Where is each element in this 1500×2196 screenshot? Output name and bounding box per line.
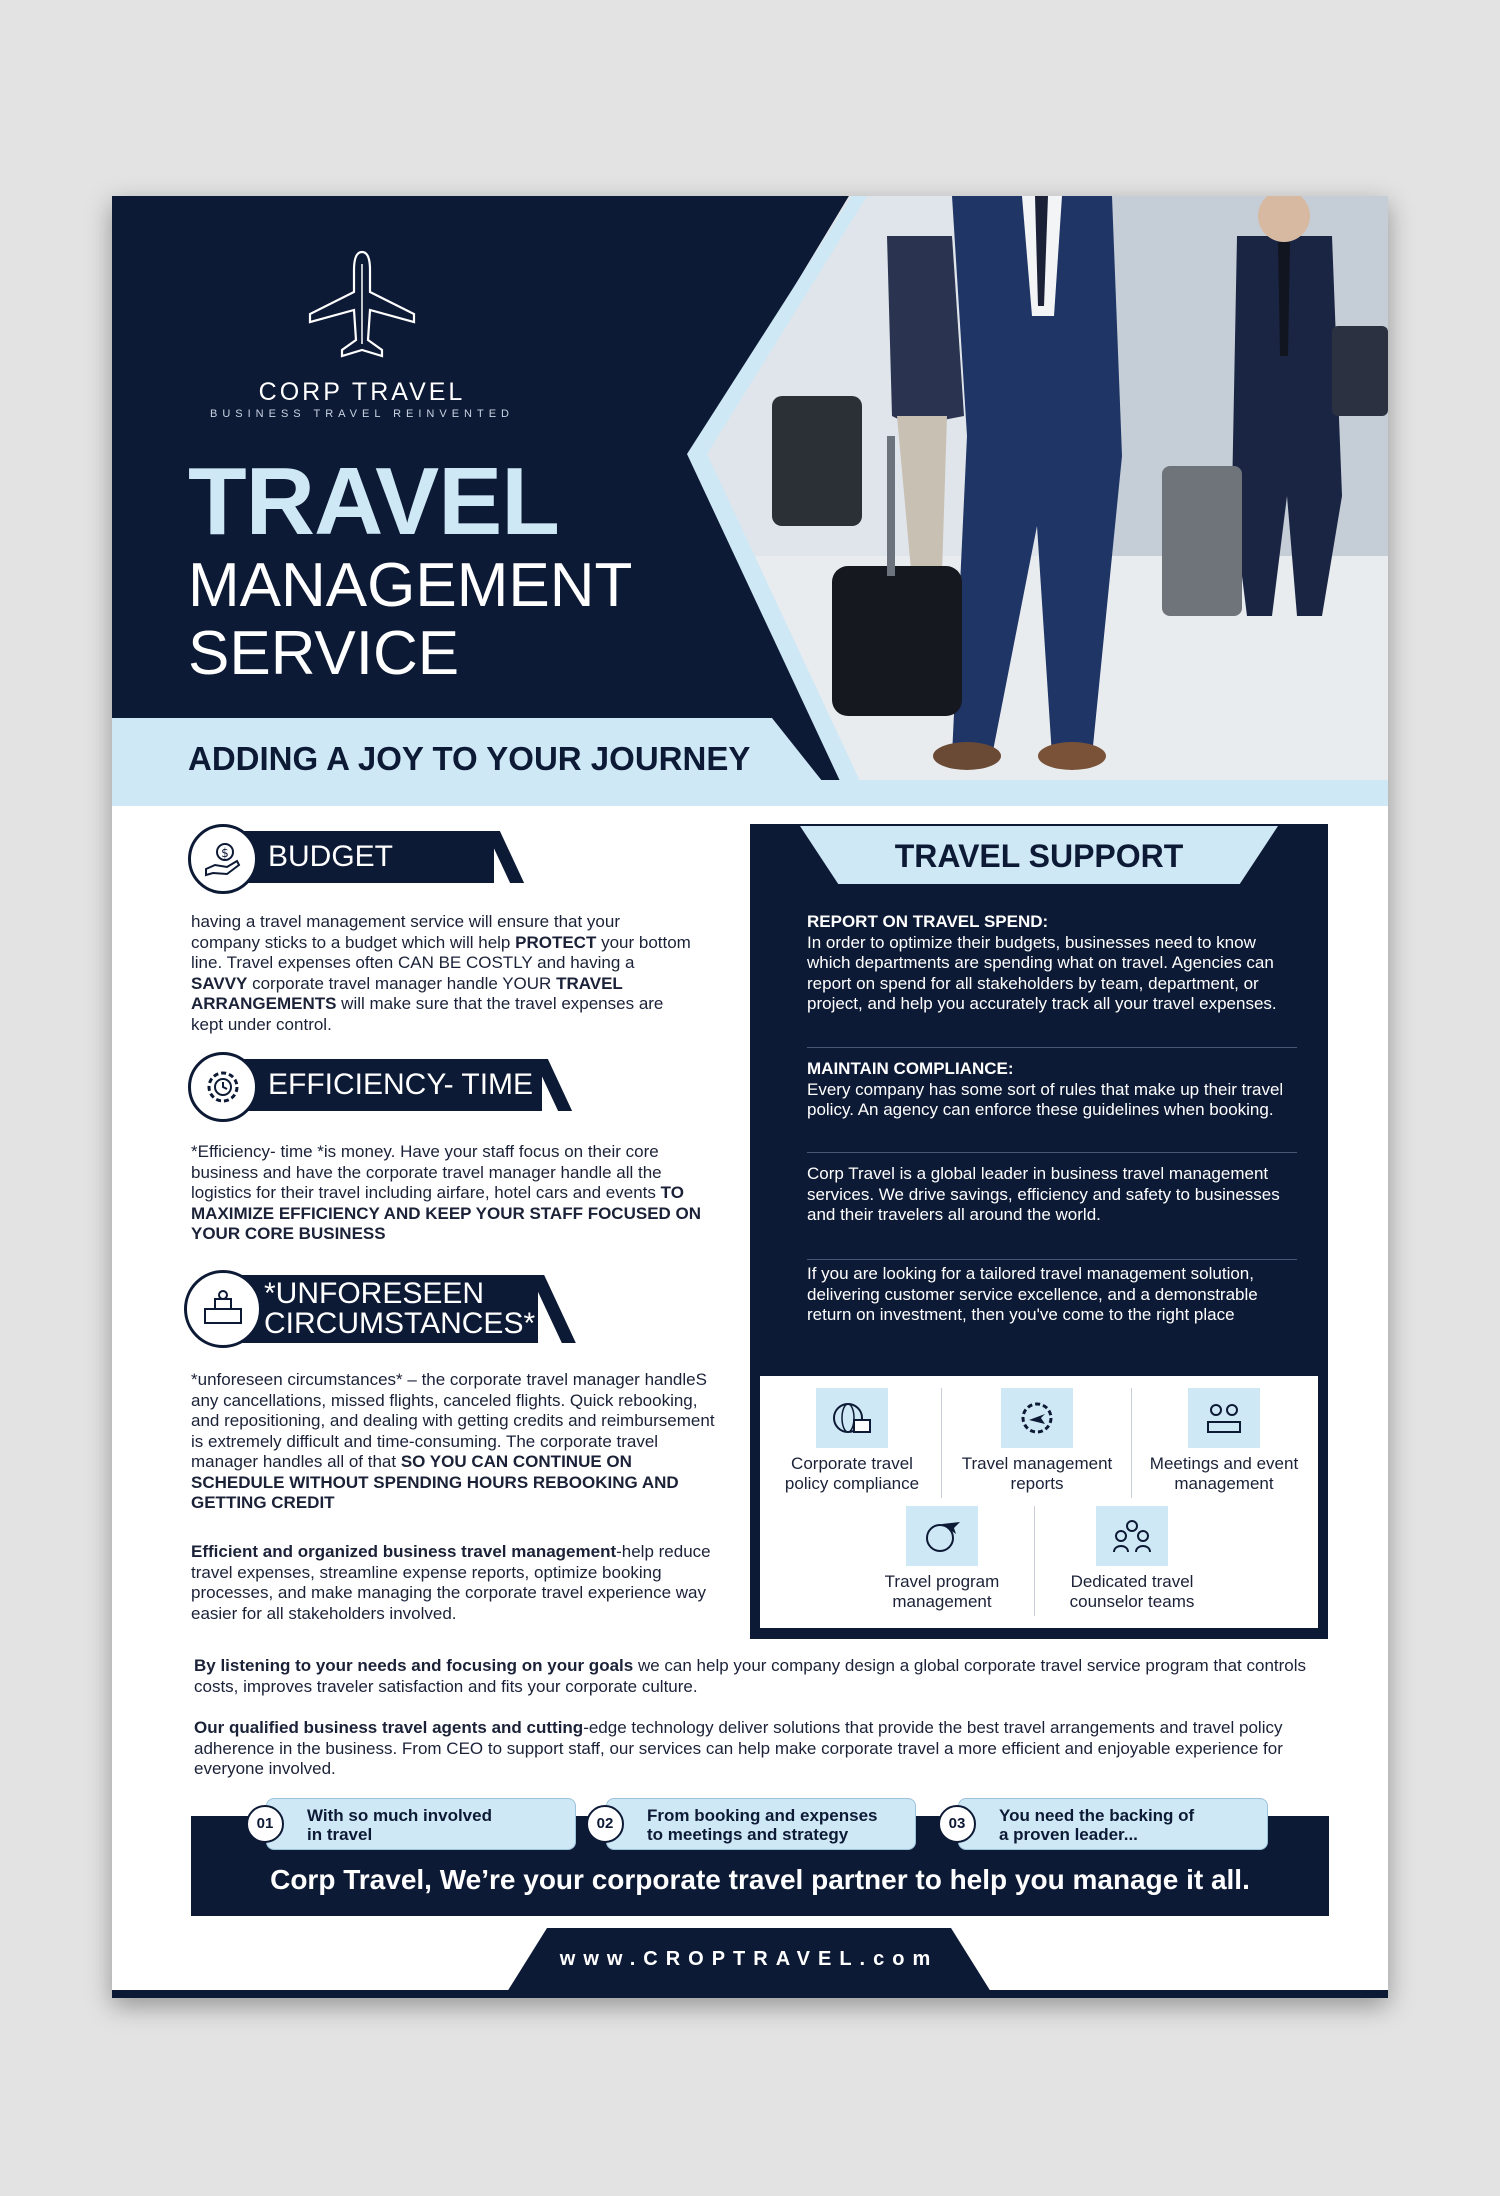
service-label: Travel program management xyxy=(884,1572,1000,1611)
cta-text: Corp Travel, We’re your corporate travel partner to help you manage it all. xyxy=(270,1864,1250,1895)
support-item-tailored: If you are looking for a tailored travel management solution, delivering customer service excellence, and a demonstrable return on investment, then you've come to the right place xyxy=(807,1264,1258,1324)
website-link[interactable]: www.CROPTRAVEL.com xyxy=(559,1948,939,1970)
service-item-reports xyxy=(946,1388,1128,1494)
support-item-spend-body: In order to optimize their budgets, businesses need to know which departments are spending what on travel. Agencies can report on spend for all stakeholders by team, department, or project, and help you accurately track all your travel expenses. xyxy=(807,932,1277,1013)
service-item-program xyxy=(854,1506,1030,1612)
brand-tagline: BUSINESS TRAVEL REINVENTED xyxy=(209,408,514,420)
budget-title: BUDGET xyxy=(224,831,494,883)
support-item-compliance-head: MAINTAIN COMPLIANCE: xyxy=(807,1059,1014,1078)
service-label: Travel management reports xyxy=(961,1454,1113,1493)
step-02 xyxy=(586,1798,916,1850)
travel-desk-icon xyxy=(184,1270,262,1348)
efficient-org-text: Efficient and organized business travel management-help reduce travel expenses, streamline expense reports, optimize booking processes, and make managing the corporate travel experience way easier for all stakeholders involved. xyxy=(191,1542,711,1623)
step-number: 02 xyxy=(586,1805,624,1843)
unforeseen-title xyxy=(220,1275,538,1343)
flyer-page xyxy=(112,196,1388,1998)
support-item-compliance-body: Every company has some sort of rules that make up their travel policy. An agency can enforce these guidelines when booking. xyxy=(807,1079,1284,1119)
svg-text:$: $ xyxy=(221,846,229,860)
title-travel: TRAVEL xyxy=(188,448,559,555)
step-number: 01 xyxy=(246,1805,284,1843)
gear-clock-icon xyxy=(188,1052,258,1122)
support-item-spend xyxy=(807,912,1287,1015)
service-label: Meetings and event management xyxy=(1149,1454,1299,1493)
service-item-counselors xyxy=(1042,1506,1222,1612)
grid-divider xyxy=(1034,1506,1035,1616)
unforeseen-title-line1: *UNFORESEEN xyxy=(264,1277,485,1310)
money-hand-icon xyxy=(188,824,258,894)
service-label: Dedicated travel counselor teams xyxy=(1069,1572,1195,1611)
budget-heading xyxy=(188,824,548,890)
travel-support-title: TRAVEL SUPPORT xyxy=(894,838,1184,874)
step-03 xyxy=(938,1798,1268,1850)
step-01 xyxy=(246,1798,576,1850)
airplane-logo-icon xyxy=(302,244,422,364)
unforeseen-heading xyxy=(184,1270,684,1348)
world-plane-icon xyxy=(906,1506,978,1566)
service-item-policy xyxy=(767,1388,937,1494)
gear-plane-icon xyxy=(1001,1388,1073,1448)
budget-text: having a travel management service will ensure that your company sticks to a budget which will help PROTECT your bottom line. Travel expenses often CAN BE COSTLY and having a SAVVY corporate travel manager handle YOUR TRAVEL ARRANGEMENTS will make sure that the travel expenses are kept under control. xyxy=(191,912,691,1034)
support-divider xyxy=(807,1047,1297,1048)
service-item-meetings xyxy=(1134,1388,1314,1494)
meeting-icon xyxy=(1188,1388,1260,1448)
grid-divider xyxy=(941,1388,942,1498)
service-label: Corporate travel policy compliance xyxy=(784,1454,920,1493)
step-pill: You need the backing of a proven leader... xyxy=(958,1798,1268,1850)
globe-briefcase-icon xyxy=(816,1388,888,1448)
bottom-rule xyxy=(112,1990,1388,1998)
support-divider xyxy=(807,1152,1297,1153)
step-pill: With so much involved in travel xyxy=(266,1798,576,1850)
support-divider xyxy=(807,1259,1297,1260)
efficiency-heading xyxy=(188,1052,688,1118)
unforeseen-text: *unforeseen circumstances* – the corporate travel manager handleS any cancellations, missed flights, canceled flights. Quick rebooking, and repositioning, and dealing with getting credits and reimbursement is extremely difficult and time-consuming. The corporate travel manager handles all of that SO YOU CAN CONTINUE ON SCHEDULE WITHOUT SPENDING HOURS REBOOKING AND GETTING CREDIT xyxy=(191,1370,715,1512)
team-icon xyxy=(1096,1506,1168,1566)
efficiency-text: *Efficiency- time *is money. Have your staff focus on their core business and have the corporate travel manager handle all the logistics for their travel including airfare, hotel cars and events TO MAXIMIZE EFFICIENCY AND KEEP YOUR STAFF FOCUSED ON YOUR CORE BUSINESS xyxy=(191,1142,702,1243)
efficiency-title: EFFICIENCY- TIME xyxy=(224,1059,542,1111)
support-item-spend-head: REPORT ON TRAVEL SPEND: xyxy=(807,912,1049,931)
grid-divider xyxy=(1131,1388,1132,1498)
support-item-compliance xyxy=(807,1059,1287,1121)
support-item-leader: Corp Travel is a global leader in business travel management services. We drive savings, efficiency and safety to businesses and their travelers all around the world. xyxy=(807,1164,1280,1224)
title-management: MANAGEMENT xyxy=(188,551,633,620)
para-listening: By listening to your needs and focusing on your goals we can help your company design a global corporate travel service program that controls costs, improves traveler satisfaction and fits your corporate culture. xyxy=(194,1656,1307,1696)
title-service: SERVICE xyxy=(188,619,460,689)
para-agents: Our qualified business travel agents and cutting-edge technology deliver solutions that provide the best travel arrangements and travel policy adherence in the business. From CEO to support staff, our services can help make corporate travel a more efficient and enjoyable experience for everyone involved. xyxy=(194,1718,1283,1778)
tagline-strip xyxy=(812,780,1388,806)
unforeseen-title-line2: CIRCUMSTANCES* xyxy=(264,1307,536,1340)
brand-name: CORP TRAVEL xyxy=(258,378,466,406)
step-pill: From booking and expenses to meetings and strategy xyxy=(606,1798,916,1850)
step-number: 03 xyxy=(938,1805,976,1843)
title-management-service xyxy=(188,552,632,688)
tagline: ADDING A JOY TO YOUR JOURNEY xyxy=(188,740,751,777)
hero-chevron-accent xyxy=(687,196,867,796)
